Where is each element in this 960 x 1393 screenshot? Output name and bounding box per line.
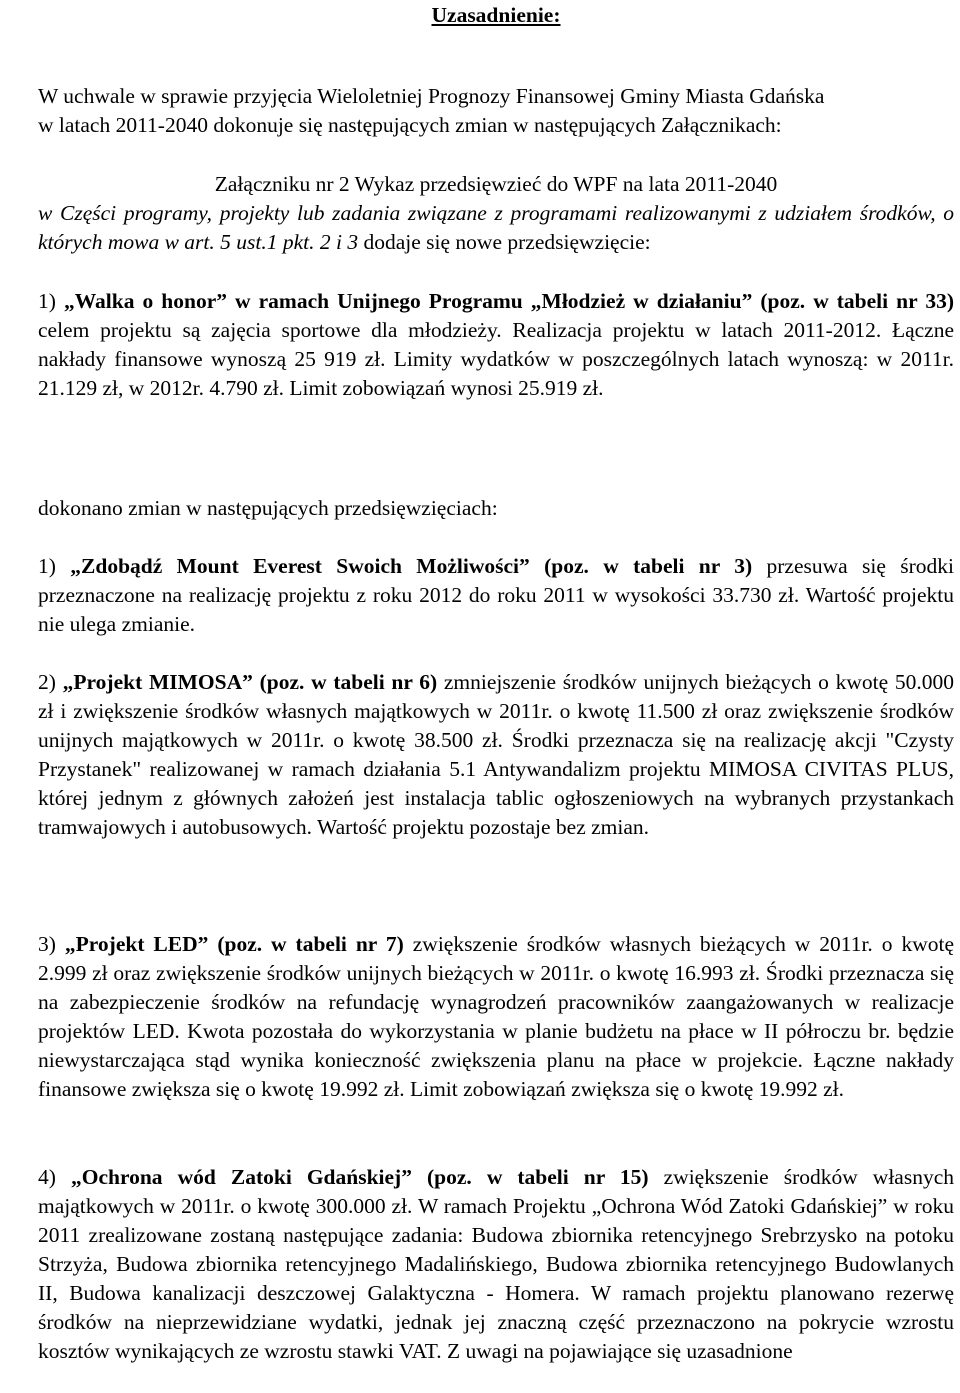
item-bold-lead: „Zdobądź Mount Everest Swoich Możliwości” (poz. w tabeli nr 3) (70, 554, 753, 578)
new-project-item (38, 287, 954, 403)
item-text: zwiększenie środków własnych bieżących w 2011r. o kwotę 2.999 zł oraz zwiększenie środków unijnych bieżących w 2011r. o kwotę 16.993 zł. Środki przeznacza się na zabezpieczenie środków na refundację wynagrodzeń pracowników zaangażowanych w realizacje projektów LED. Kwota pozostała do wykorzystania w planie budżetu na płace w II półroczu br. będzie niewystarczająca stąd wynika konieczność zwiększenia planu na płace w projekcie. Łączne nakłady finansowe zwiększa się o kwotę 19.992 zł. Limit zobowiązań zwiększa się o kwotę 19.992 zł. (38, 932, 954, 1101)
item-text: zwiększenie środków własnych majątkowych w 2011r. o kwotę 300.000 zł. W ramach Projektu „Ochrona Wód Zatoki Gdańskiej” w roku 2011 zrealizowane zostaną następujące zadania: Budowa zbiornika retencyjnego Srebrzysko na potoku Strzyża, Budowa zbiornika retencyjnego Madalińskiego, Budowa zbiornika retencyjnego Budowlanych II, Budowa kanalizacji deszczowej Galaktyczna - Homera. W ramach projektu planowano rezerwę środków na nieprzewidziane wydatki, jednak jej znaczną część przeznaczono na pokrycie wzrostu kosztów wynikających ze wzrostu stawki VAT. Z uwagi na pojawiające się uzasadnione (38, 1165, 955, 1363)
changes-heading: dokonano zmian w następujących przedsięwzięciach: (38, 496, 498, 520)
changed-item-2 (38, 668, 954, 842)
changed-item-4 (38, 1163, 954, 1366)
item-number: 1) (38, 554, 56, 578)
item-number: 4) (38, 1165, 56, 1189)
item-number: 1) (38, 289, 56, 313)
item-bold-lead: „Projekt MIMOSA” (poz. w tabeli nr 6) (62, 670, 438, 694)
item-bold-lead: „Walka o honor” w ramach Unijnego Programu „Młodzież w działaniu” (poz. w tabeli nr 33) (63, 289, 954, 313)
item-text: celem projektu są zajęcia sportowe dla młodzieży. Realizacja projektu w latach 2011-2012. Łączne nakłady finansowe wynoszą 25 919 zł. Limity wydatków w poszczególnych latach wynoszą: w 2011r. 21.129 zł, w 2012r. 4.790 zł. Limit zobowiązań wynosi 25.919 zł. (38, 318, 954, 400)
item-text: przesuwa się środki przeznaczone na realizację projektu z roku 2012 do roku 2011 w wysokości 33.730 zł. Wartość projektu nie ulega zmianie. (38, 554, 954, 636)
attachment-scope-tail: dodaje się nowe przedsięwzięcie: (358, 230, 651, 254)
attachment-scope (38, 199, 954, 257)
item-number: 3) (38, 932, 56, 956)
changed-item-1 (38, 552, 954, 639)
changed-item-3 (38, 930, 954, 1104)
item-bold-lead: „Ochrona wód Zatoki Gdańskiej” (poz. w tabeli nr 15) (70, 1165, 649, 1189)
intro-line-2: w latach 2011-2040 dokonuje się następujących zmian w następujących Załącznikach: (38, 113, 782, 137)
attachment-title: Załączniku nr 2 Wykaz przedsięwzieć do WPF na lata 2011-2040 (214, 172, 778, 196)
item-number: 2) (38, 670, 56, 694)
intro-line-1: W uchwale w sprawie przyjęcia Wieloletniej Prognozy Finansowej Gminy Miasta Gdańska (38, 84, 825, 108)
document-title: Uzasadnienie: (431, 3, 561, 27)
attachment-scope-italic: w Części programy, projekty lub zadania związane z programami realizowanymi z udziałem środków, o których mowa w art. 5 ust.1 pkt. 2 i 3 (38, 201, 954, 254)
item-text: zmniejszenie środków unijnych bieżących o kwotę 50.000 zł i zwiększenie środków własnych majątkowych w 2011r. o kwotę 11.500 zł oraz zwiększenie środków unijnych majątkowych w 2011r. o kwotę 38.500 zł. Środki przeznacza się na realizację akcji "Czysty Przystanek" realizowanej w ramach działania 5.1 Antywandalizm projektu MIMOSA CIVITAS PLUS, której jednym z głównych założeń jest instalacja tablic ogłoszeniowych na wybranych przystankach tramwajowych i autobusowych. Wartość projektu pozostaje bez zmian. (38, 670, 954, 839)
item-bold-lead: „Projekt LED” (poz. w tabeli nr 7) (64, 932, 404, 956)
